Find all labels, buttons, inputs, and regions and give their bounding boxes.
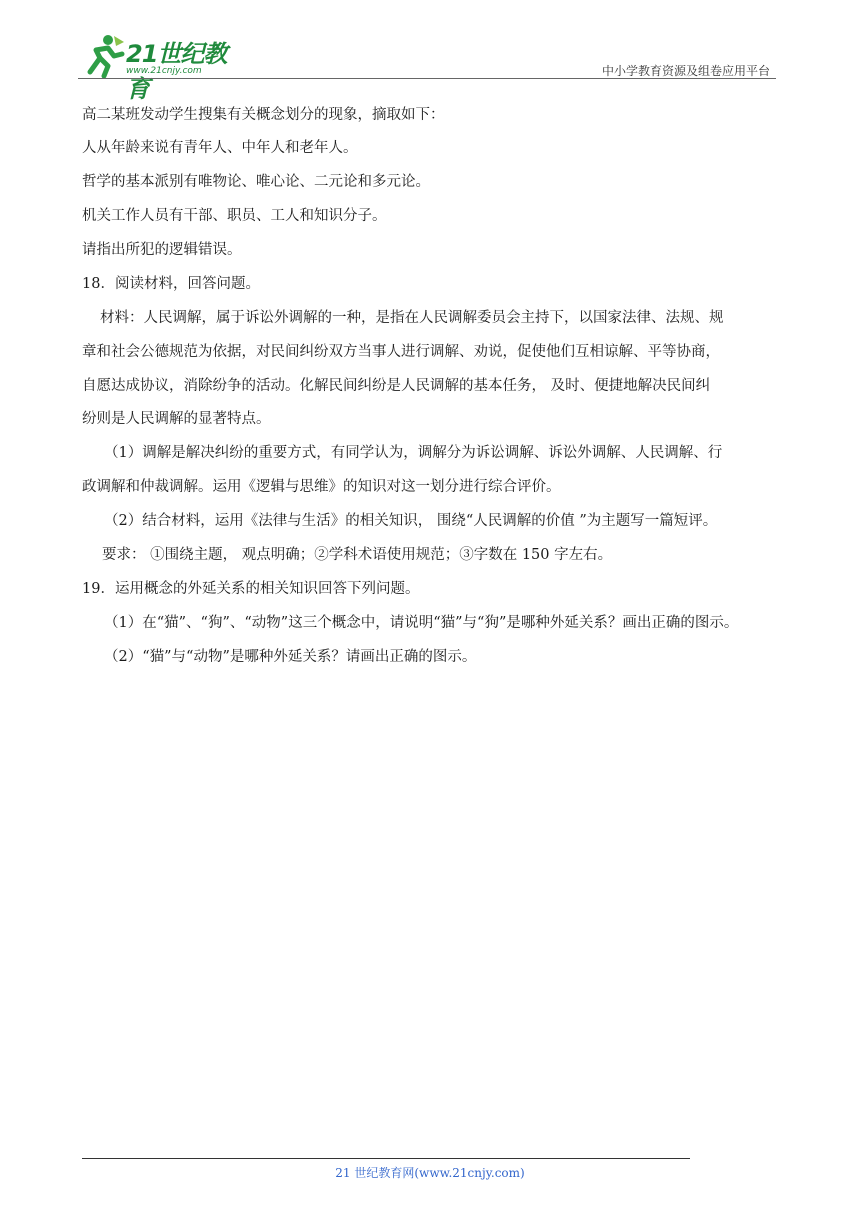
- question-19-title: 19．运用概念的外延关系的相关知识回答下列问题。: [82, 581, 420, 597]
- logo-text: 21世纪教育: [126, 40, 227, 103]
- logo-subtext: www.21cnjy.com: [126, 66, 202, 76]
- sub-question: （2）结合材料，运用《法律与生活》的相关知识， 围绕“人民调解的价值 ”为主题写一篇短评。: [104, 513, 718, 529]
- material-line: 材料：人民调解，属于诉讼外调解的一种，是指在人民调解委员会主持下，以国家法律、法规、规: [100, 310, 724, 326]
- runner-icon: [78, 32, 126, 78]
- sub-question: （2）“猫”与“动物”是哪种外延关系？请画出正确的图示。: [104, 649, 477, 665]
- footer-divider: [82, 1158, 690, 1159]
- material-line: 章和社会公德规范为依据，对民间纠纷双方当事人进行调解、劝说，促使他们互相谅解、平等协商，: [82, 344, 720, 360]
- sub-question: 政调解和仲裁调解。运用《逻辑与思维》的知识对这一划分进行综合评价。: [82, 479, 561, 495]
- page-footer: 21 世纪教育网(www.21cnjy.com): [335, 1166, 525, 1180]
- header-divider: [78, 78, 776, 79]
- text-line: 哲学的基本派别有唯物论、唯心论、二元论和多元论。: [82, 174, 430, 190]
- material-line: 纷则是人民调解的显著特点。: [82, 411, 271, 427]
- sub-question: （1）在“猫”、“狗”、“动物”这三个概念中，请说明“猫”与“狗”是哪种外延关系？画出正确的图示。: [104, 615, 739, 631]
- page-header: [78, 28, 776, 103]
- platform-name: 中小学教育资源及组卷应用平台: [601, 64, 770, 78]
- text-line: 人从年龄来说有青年人、中年人和老年人。: [82, 140, 358, 156]
- text-line: 高二某班发动学生搜集有关概念划分的现象，摘取如下：: [82, 107, 445, 123]
- material-line: 自愿达成协议，消除纷争的活动。化解民间纠纷是人民调解的基本任务， 及时、便捷地解决民间纠: [82, 378, 711, 394]
- question-18-title: 18．阅读材料，回答问题。: [82, 276, 260, 292]
- site-logo: [78, 32, 248, 103]
- requirements: 要求： ①围绕主题， 观点明确；②学科术语使用规范；③字数在 150 字左右。: [102, 547, 613, 563]
- text-line: 机关工作人员有干部、职员、工人和知识分子。: [82, 208, 387, 224]
- text-line: 请指出所犯的逻辑错误。: [82, 242, 242, 258]
- sub-question: （1）调解是解决纠纷的重要方式，有同学认为，调解分为诉讼调解、诉讼外调解、人民调解、行: [104, 445, 723, 461]
